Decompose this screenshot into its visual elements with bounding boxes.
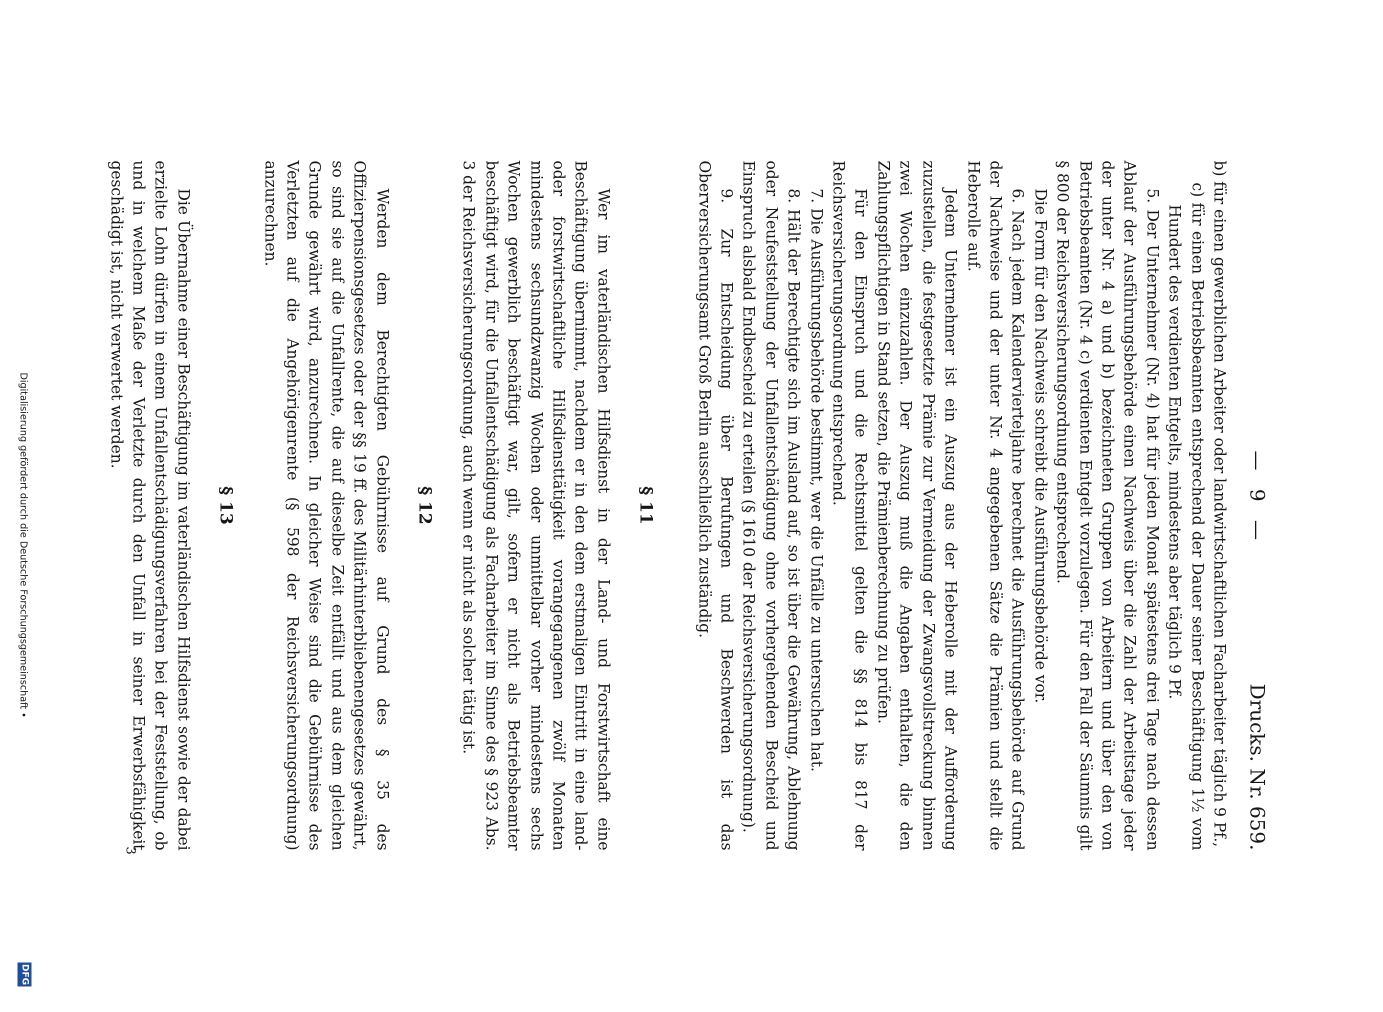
digitization-credit: Digitalisierung gefördert durch die Deutsche Forschungsgemeinschaft • [17,372,28,718]
section-text-12: Werden dem Berechtigten Gebührnisse auf Grund des § 35 des Offizierpensionsgesetzes oder der §§ 19 ff. des Militärhinterbliebenengesetzes gewährt, so sind sie auf die Unfallrente, die auf dieselbe Zeit entfällt und aus dem gleichen Grunde gewährt wird, anzurechnen. In gleicher Weise sind die Gebührnisse des Verletzten auf die Angehörigenrente (§ 598 der Reichsversicherungsordnung) anzurechnen. [260,160,391,850]
page-number: — 9 — [1245,450,1269,546]
paragraph-7: 7. Die Ausführungsbehörde bestimmt, wer die Unfälle zu untersuchen hat. [806,188,825,772]
section-heading-13: § 13 [215,485,236,525]
print-number: Drucks. Nr. 659. [1245,683,1269,850]
paragraph-6-extract: Jedem Unternehmer ist ein Auszug aus der Heberolle mit der Aufforderung zuzustellen, die festgesetzte Prämie zur Vermeidung der Zwangsvollstreckung binnen zwei Wochen einzuzahlen. Der Auszug muß die Angaben enthalten, die den Zahlungspflichtigen in Stand setzen, die Prämienberechnung zu prüfen. [873,160,960,850]
paragraph-9: 9. Zur Entscheidung über Berufungen und Beschwerden ist das Oberversicherungsamt Groß Berlin ausschließlich zuständig. [694,160,736,850]
section-text-13: Die Übernahme einer Beschäftigung im vaterländischen Hilfsdienst sowie der dabei erzielte Lohn dürfen in einem Unfallentschädigungsverfahren bei der Feststellung, ob und in welchem Maße der Verletzte durch den Unfall in seiner Erwerbsfähigkeit geschädigt ist, nicht verwertet werden. [106,160,192,850]
document-body [104,160,1230,850]
section-heading-11: § 11 [635,485,656,525]
paragraph-5-form: Die Form für den Nachweis schreibt die Ausführungsbehörde vor. [1030,188,1049,703]
sheet-number: 3 [122,846,137,855]
list-item-b: b) für einen gewerblichen Arbeiter oder landwirtschaftlichen Facharbeiter täglich 9 Pf., [1210,160,1228,847]
paragraph-5: 5. Der Unternehmer (Nr. 4) hat für jeden Monat spätestens drei Tage nach dessen Ablauf der Ausführungsbehörde einen Nachweis über die Zahl der Arbeitstage jeder der unter Nr. 4 a) und b) bezeichneten Gruppen von Arbeitern und über den von Betriebsbeamten (Nr. 4 c) verdienten Entgelt vorzulegen. Für den Fall der Säumnis gilt § 800 der Reichsversicherungsordnung entsprechend. [1053,160,1161,850]
section-text-11: Wer im vaterländischen Hilfsdienst in der Land- und Forstwirtschaft eine Beschäftigung übernimmt, nachdem er in den dem erstmaligen Eintritt in eine land- oder forstwirtschaftliche Hilfsdiensttätigkeit vorangegangenen zwölf Monaten mindestens sechsundzwanzig Wochen oder unmittelbar vorher mindestens sechs Wochen gewerblich beschäftigt war, gilt, sofern er nicht als Betriebsbeamter beschäftigt wird, für die Unfallentschädigung als Facharbeiter im Sinne des § 923 Abs. 3 der Reichsversicherungsordnung, auch wenn er nicht als solcher tätig ist. [459,160,612,850]
dfg-logo: DFG [19,963,29,985]
paragraph-8: 8. Hält der Berechtigte sich im Ausland auf, so ist über die Gewährung, Ablehnung oder Neufeststellung der Unfallentschädigung ohne vorhergehenden Bescheid und Einspruch alsbald Endbescheid zu erteilen (§ 1610 der Reichsversicherungsordnung). [739,160,803,850]
paragraph-6-appeal: Für den Einspruch und die Rechtsmittel gelten die §§ 814 bis 817 der Reichsversicherungsordnung entsprechend. [829,160,870,850]
page-header [1241,160,1269,850]
list-item-c: c) für einen Betriebsbeamten entsprechend der Dauer seiner Beschäftigung 1½ vom Hundert des verdienten Entgelts, mindestens aber täglich 9 Pf. [1165,182,1206,850]
section-heading-12: § 12 [414,485,434,525]
paragraph-6: 6. Nach jedem Kalendervierteljahre berechnet die Ausführungsbehörde auf Grund der Nachweise und der unter Nr. 4 angegebenen Sätze die Prämien und stellt die Heberolle auf. [963,160,1027,850]
